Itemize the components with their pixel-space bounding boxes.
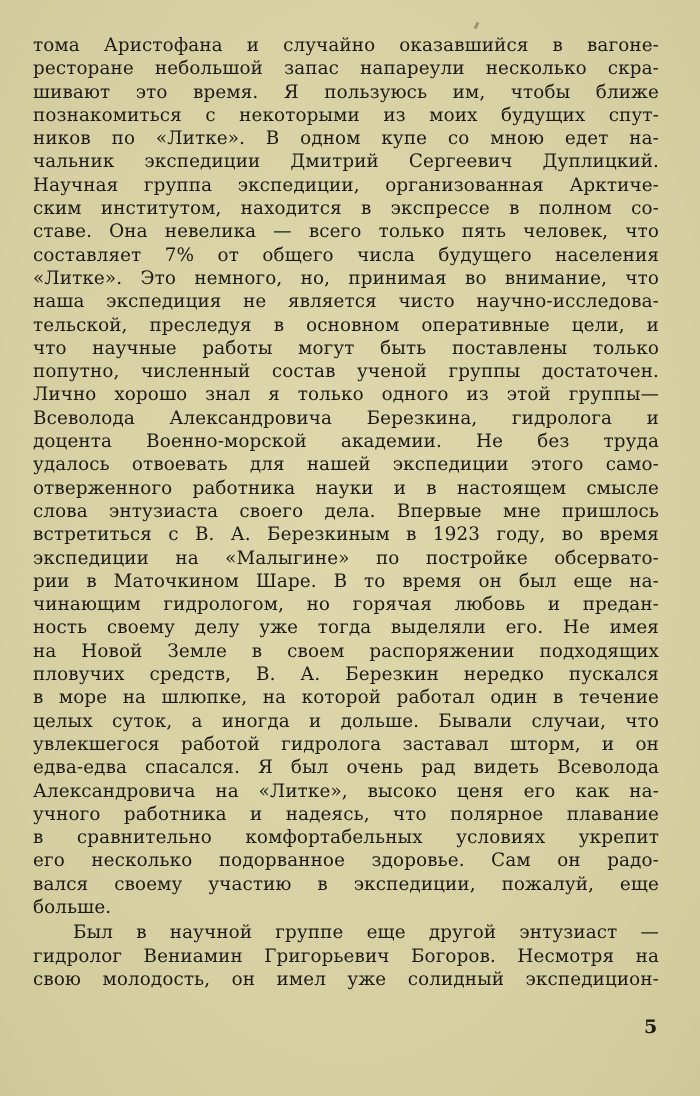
text-line: экспедиции на «Малыгине» по постройке обсервато-	[33, 547, 659, 569]
text-line: наша экспедиция не является чисто научно-исследова-	[33, 291, 659, 313]
text-line: Лично хорошо знал я только одного из этой группы—	[33, 384, 659, 406]
text-line: чальник экспедиции Дмитрий Сергеевич Дуплицкий.	[33, 151, 659, 173]
text-line: Всеволода Александровича Березкина, гидролога и	[33, 407, 659, 429]
text-line: «Литке». Это немного, но, принимая во внимание, что	[33, 267, 659, 289]
body-text	[33, 34, 659, 991]
print-speck	[474, 22, 480, 30]
text-line: в сравнительно комфортабельных условиях укрепит	[33, 827, 659, 849]
text-line: его несколько подорванное здоровье. Сам он радо-	[33, 850, 659, 872]
text-line: тома Аристофана и случайно оказавшийся в вагоне-	[33, 35, 659, 56]
text-line: Был в научной группе еще другой энтузиаст —	[73, 922, 659, 944]
text-line: пловучих средств, В. А. Березкин нередко пускался	[33, 664, 659, 686]
text-line: удалось отвоевать для нашей экспедиции этого само-	[33, 454, 659, 476]
text-line: целых суток, а иногда и дольше. Бывали случаи, что	[33, 710, 659, 732]
text-line: ским институтом, находится в экспрессе в полном со-	[33, 198, 659, 220]
text-line: Александровича на «Литке», высоко ценя его как на-	[33, 780, 659, 802]
text-line: попутно, численный состав ученой группы достаточен.	[33, 361, 659, 383]
text-line: доцента Военно-морской академии. Не без труда	[33, 431, 659, 453]
text-line: свою молодость, он имел уже солидный экспедицион-	[33, 968, 659, 990]
text-line: гидролог Вениамин Григорьевич Богоров. Несмотря на	[33, 945, 659, 967]
text-line: отверженного работника науки и в настоящем смысле	[33, 477, 659, 499]
text-line: ставе. Она невелика — всего только пять человек, что	[33, 221, 659, 243]
text-line: ников по «Литке». В одном купе со мною едет на-	[33, 128, 659, 150]
text-line: встретиться с В. А. Березкиным в 1923 году, во время	[33, 524, 659, 546]
text-line: учного работника и надеясь, что полярное плавание	[33, 803, 659, 825]
text-line: тельской, преследуя в основном оперативные цели, и	[33, 314, 659, 336]
page-number: 5	[644, 1016, 658, 1038]
text-line: познакомиться с некоторыми из моих будущих спут-	[33, 104, 659, 126]
text-line: чинающим гидрологом, но горячая любовь и предан-	[33, 594, 659, 616]
text-line: вался своему участию в экспедиции, пожалуй, еще	[33, 873, 659, 895]
text-line: едва-едва спасался. Я был очень рад видеть Всеволода	[33, 757, 659, 779]
text-line: ность своему делу уже тогда выделяли его. Не имея	[33, 617, 659, 639]
text-line: в море на шлюпке, на которой работал один в течение	[33, 687, 659, 709]
text-line: на Новой Земле в своем распоряжении подходящих	[33, 640, 659, 662]
text-line: шивают это время. Я пользуюсь им, чтобы ближе	[33, 81, 659, 103]
text-line: больше.	[33, 896, 112, 918]
text-line: рии в Маточкином Шаре. В то время он был еще на-	[33, 570, 659, 592]
text-line: слова энтузиаста своего дела. Впервые мне пришлось	[33, 500, 659, 522]
text-line: ресторане небольшой запас напареули несколько скра-	[33, 58, 659, 80]
text-line: Научная группа экспедиции, организованная Арктиче-	[33, 174, 659, 196]
text-line: увлекшегося работой гидролога заставал шторм, и он	[33, 733, 659, 755]
text-line: что научные работы могут быть поставлены только	[33, 337, 659, 359]
text-line: составляет 7% от общего числа будущего населения	[33, 244, 659, 266]
